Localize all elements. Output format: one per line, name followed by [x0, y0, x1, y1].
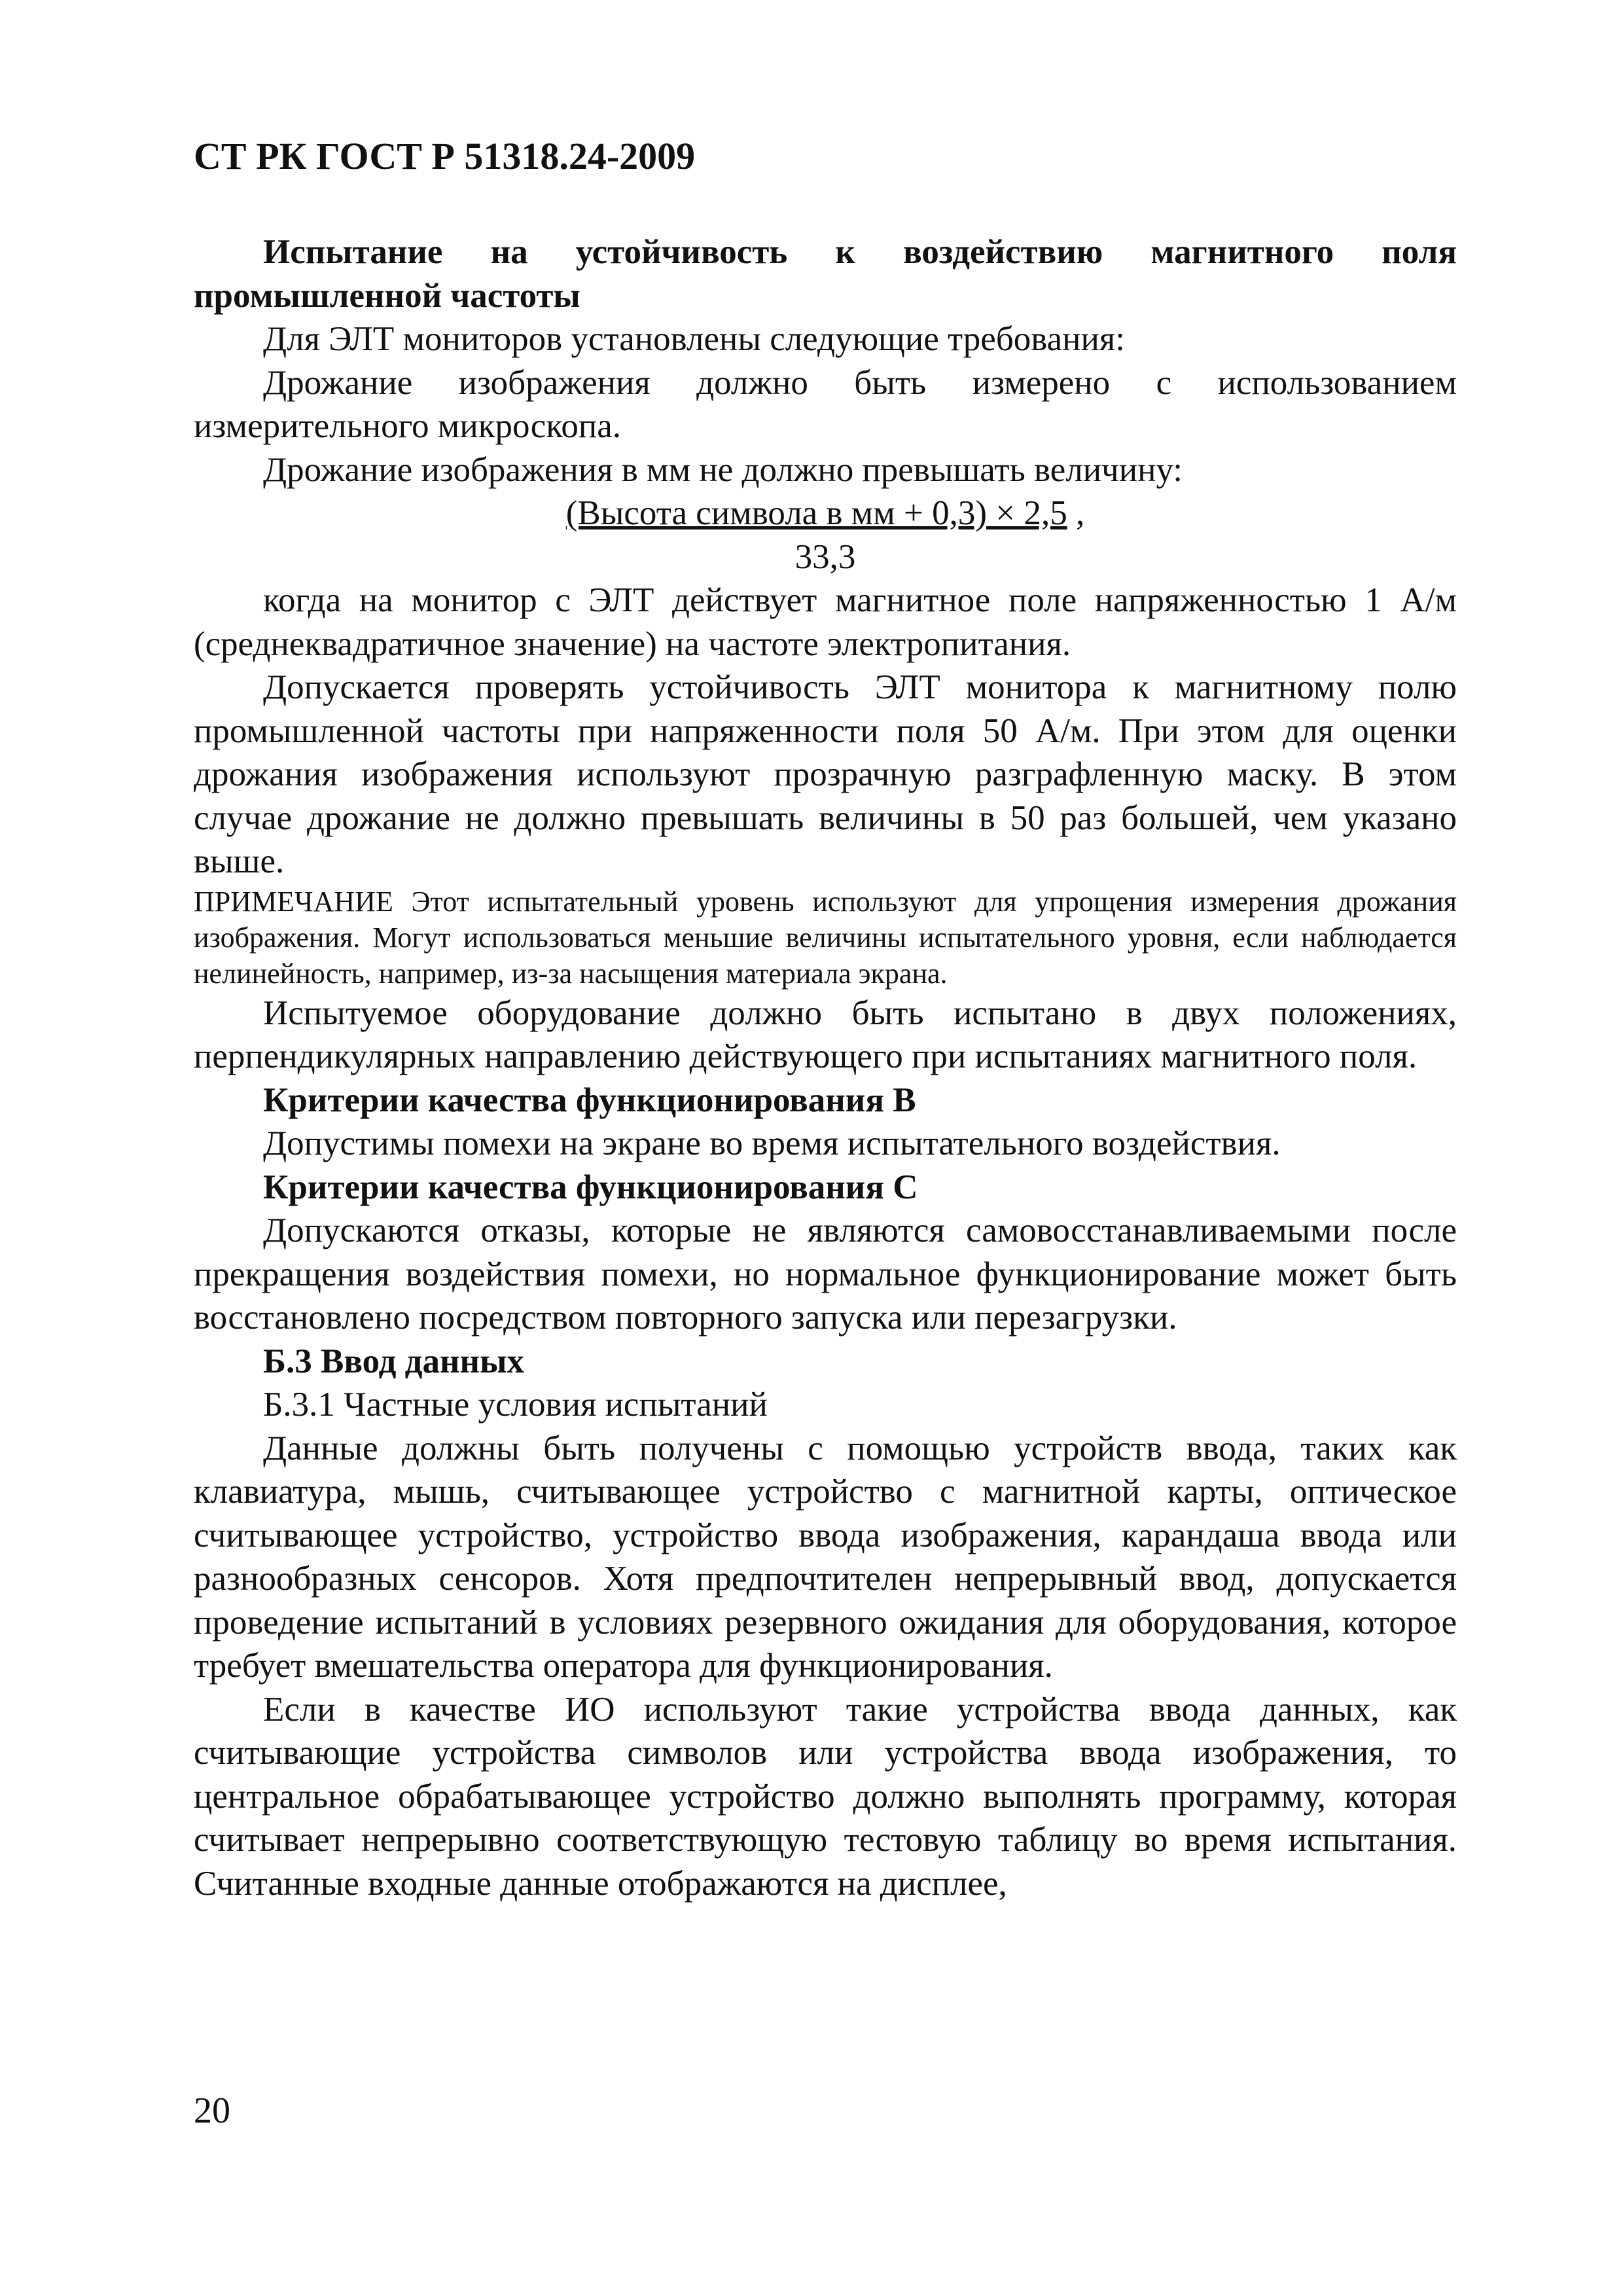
paragraph-two-positions: Испытуемое оборудование должно быть испытано в двух положениях, перпендикулярных направлению действующего при испытаниях магнитного поля.: [194, 994, 1457, 1075]
section-heading-criteria-b: Критерии качества функционирования B: [263, 1081, 916, 1119]
document-code-header: СТ РК ГОСТ Р 51318.24-2009: [194, 135, 696, 177]
page-body: [194, 230, 1457, 1905]
paragraph-io-program: Если в качестве ИО используют такие устройства ввода данных, как считывающие устройства символов или устройства ввода изображения, то центральное обрабатывающее устройство должно выполнять программу, которая считывает непрерывно соответствующую тестовую таблицу во время испытания. Считанные входные данные отображаются на дисплее,: [194, 1690, 1457, 1903]
paragraph-jitter-measurement: Дрожание изображения должно быть измерено с использованием измерительного микроскопа.: [194, 363, 1457, 445]
jitter-formula: [194, 492, 1457, 579]
formula-numerator: (Высота символа в мм + 0,3) × 2,5: [565, 494, 1067, 532]
formula-numerator-line: [194, 492, 1457, 535]
subsection-heading-test-conditions: Б.3.1 Частные условия испытаний: [263, 1386, 768, 1424]
paragraph-crt-requirements: Для ЭЛТ мониторов установлены следующие требования:: [263, 320, 1125, 358]
section-heading-criteria-c: Критерии качества функционирования C: [263, 1168, 918, 1206]
section-heading-magnetic-field: Испытание на устойчивость к воздействию магнитного поля промышленной частоты: [194, 233, 1457, 315]
paragraph-input-devices: Данные должны быть получены с помощью устройств ввода, таких как клавиатура, мышь, считывающее устройство с магнитной карты, оптическое считывающее устройство, устройство ввода изображения, карандаша ввода или разнообразных сенсоров. Хотя предпочтителен непрерывный ввод, допускается проведение испытаний в условиях резервного ожидания для оборудования, которое требует вмешательства оператора для функционирования.: [194, 1429, 1457, 1685]
paragraph-criteria-c: Допускаются отказы, которые не являются самовосстанавливаемыми после прекращения воздействия помехи, но нормальное функционирование может быть восстановлено посредством повторного запуска или перезагрузки.: [194, 1211, 1457, 1336]
page-number: 20: [194, 2090, 230, 2131]
formula-denominator: 33,3: [794, 537, 856, 576]
paragraph-field-strength: когда на монитор с ЭЛТ действует магнитное поле напряженностью 1 А/м (среднеквадратичное значение) на частоте электропитания.: [194, 581, 1457, 663]
formula-suffix: ,: [1067, 494, 1085, 532]
paragraph-criteria-b: Допустимы помехи на экране во время испытательного воздействия.: [263, 1124, 1281, 1162]
note-text: ПРИМЕЧАНИЕ Этот испытательный уровень используют для упрощения измерения дрожания изображения. Могут использоваться меньшие величины испытательного уровня, если наблюдается нелинейность, например, из-за насыщения материала экрана.: [194, 885, 1457, 990]
paragraph-50am-test: Допускается проверять устойчивость ЭЛТ монитора к магнитному полю промышленной частоты при напряженности поля 50 А/м. При этом для оценки дрожания изображения используют прозрачную разграфленную маску. В этом случае дрожание не должно превышать величины в 50 раз большей, чем указано выше.: [194, 668, 1457, 880]
paragraph-jitter-limit: Дрожание изображения в мм не должно превышать величину:: [263, 450, 1183, 489]
section-heading-data-input: Б.3 Ввод данных: [263, 1342, 524, 1380]
